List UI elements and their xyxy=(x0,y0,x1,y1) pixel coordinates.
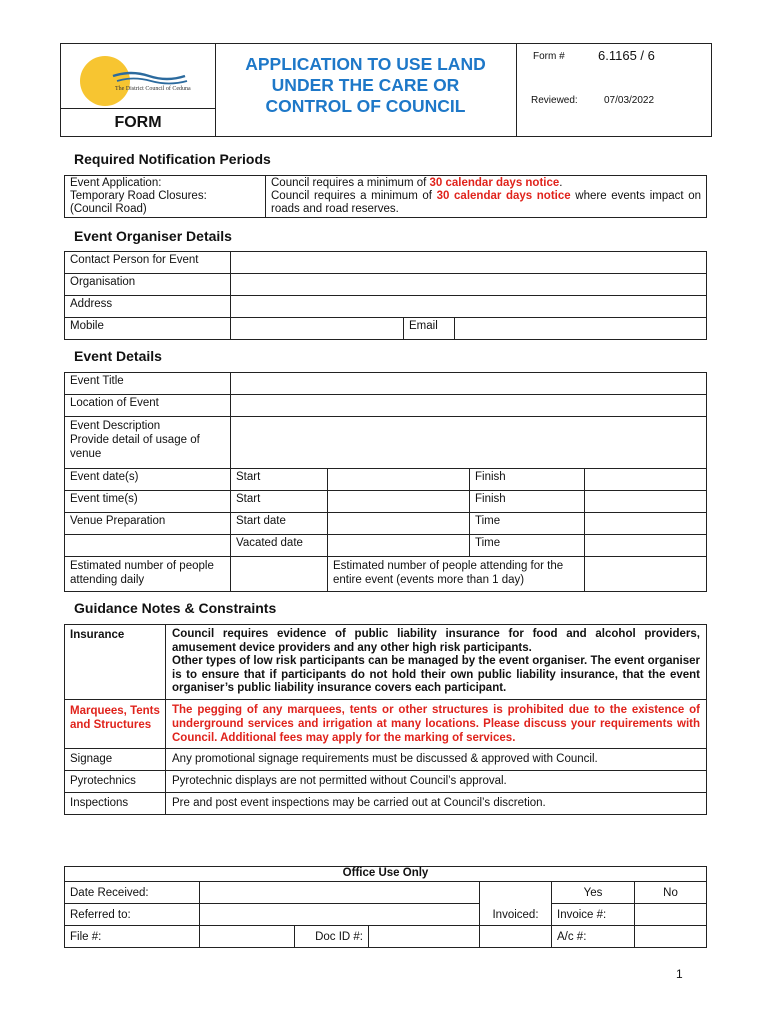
organisation-field[interactable] xyxy=(231,274,707,296)
time-start-field[interactable] xyxy=(328,491,470,513)
title-line-1: APPLICATION TO USE LAND xyxy=(245,54,486,74)
organiser-heading: Event Organiser Details xyxy=(74,228,232,244)
file-no-field[interactable] xyxy=(200,926,295,948)
logo-text: The District Council of Ceduna xyxy=(115,86,191,92)
guidance-heading: Guidance Notes & Constraints xyxy=(74,600,277,616)
title-line-3: CONTROL OF COUNCIL xyxy=(265,96,466,116)
prep-start-time-field[interactable] xyxy=(585,513,707,535)
notification-table xyxy=(64,175,707,218)
email-field[interactable] xyxy=(455,318,707,340)
organiser-table: Contact Person for Event Organisation Address Mobile Email xyxy=(64,251,707,340)
vacated-time-field[interactable] xyxy=(585,535,707,557)
invoice-no-field[interactable] xyxy=(635,904,707,926)
reviewed-value: 07/03/2022 xyxy=(604,95,655,106)
header-box xyxy=(60,43,712,137)
insurance-text: Council requires evidence of public liability insurance for food and alcohol providers, amusement device providers and any other high risk participants. Other types of low risk participants can be managed by the event organiser. The event organiser is to ensure that if participants do not hold their own public liability insurance, that the event organiser’s public liability insurance covers each participant. xyxy=(166,625,707,700)
est-entire-field[interactable] xyxy=(585,557,707,592)
date-received-field[interactable] xyxy=(200,882,480,904)
ac-no-field[interactable] xyxy=(635,926,707,948)
form-no-label: Form # xyxy=(533,51,565,62)
page-number: 1 xyxy=(676,967,683,981)
council-logo-icon xyxy=(61,44,215,108)
event-table: Event Title Location of Event Event Description Provide detail of usage of venue Event date(s) Start Finish Event time(s) Start Finish Venue Preparation Start date Time Vacated date Time Estimated number of people attending daily Estimated number of people attending for the entire event (events more than 1 day) xyxy=(64,372,707,592)
vacated-date-field[interactable] xyxy=(328,535,470,557)
doc-id-field[interactable] xyxy=(369,926,480,948)
event-title-field[interactable] xyxy=(231,373,707,395)
logo-area xyxy=(61,44,216,109)
referred-to-field[interactable] xyxy=(200,904,480,926)
guidance-table: Insurance Council requires evidence of public liability insurance for food and alcohol providers, amusement device providers and any other high risk participants. Other types of low risk participants can be managed by the event organiser. The event organiser is to ensure that if participants do not hold their own public liability insurance, that the event organiser’s public liability insurance covers each participant. Marquees, Tents and Structures The pegging of any marquees, tents or other structures is prohibited due to the existence of underground services and irrigation at many locations. Please discuss your requirements with Council. Additional fees may apply for the marking of services. Signage Any promotional signage requirements must be discussed & approved with Council. Pyrotechnics Pyrotechnic displays are not permitted without Council’s approval. Inspections Pre and post event inspections may be carried out at Council’s discretion. xyxy=(64,624,707,815)
office-table: Office Use Only Date Received: Invoiced: Yes No Referred to: Invoice #: File #: Doc ID #: A/c #: xyxy=(64,866,707,948)
notification-right: Council requires a minimum of 30 calendar days notice. Council requires a minimum of 30 calendar days notice where events impact on roads and road reserves. xyxy=(266,176,707,218)
title-line-2: UNDER THE CARE OR xyxy=(271,75,460,95)
event-heading: Event Details xyxy=(74,348,162,364)
prep-start-date-field[interactable] xyxy=(328,513,470,535)
reviewed-label: Reviewed: xyxy=(531,95,578,106)
est-daily-field[interactable] xyxy=(231,557,328,592)
page-title xyxy=(218,54,513,117)
mobile-field[interactable] xyxy=(231,318,404,340)
form-no-value: 6.1165 / 6 xyxy=(598,48,655,63)
address-field[interactable] xyxy=(231,296,707,318)
contact-person-field[interactable] xyxy=(231,252,707,274)
date-finish-field[interactable] xyxy=(585,469,707,491)
location-field[interactable] xyxy=(231,395,707,417)
form-meta xyxy=(516,44,712,136)
notification-left: Event Application: Temporary Road Closures: (Council Road) xyxy=(65,176,266,218)
form-label: FORM xyxy=(61,109,216,136)
time-finish-field[interactable] xyxy=(585,491,707,513)
notification-heading: Required Notification Periods xyxy=(74,151,271,167)
description-field[interactable] xyxy=(231,417,707,469)
date-start-field[interactable] xyxy=(328,469,470,491)
